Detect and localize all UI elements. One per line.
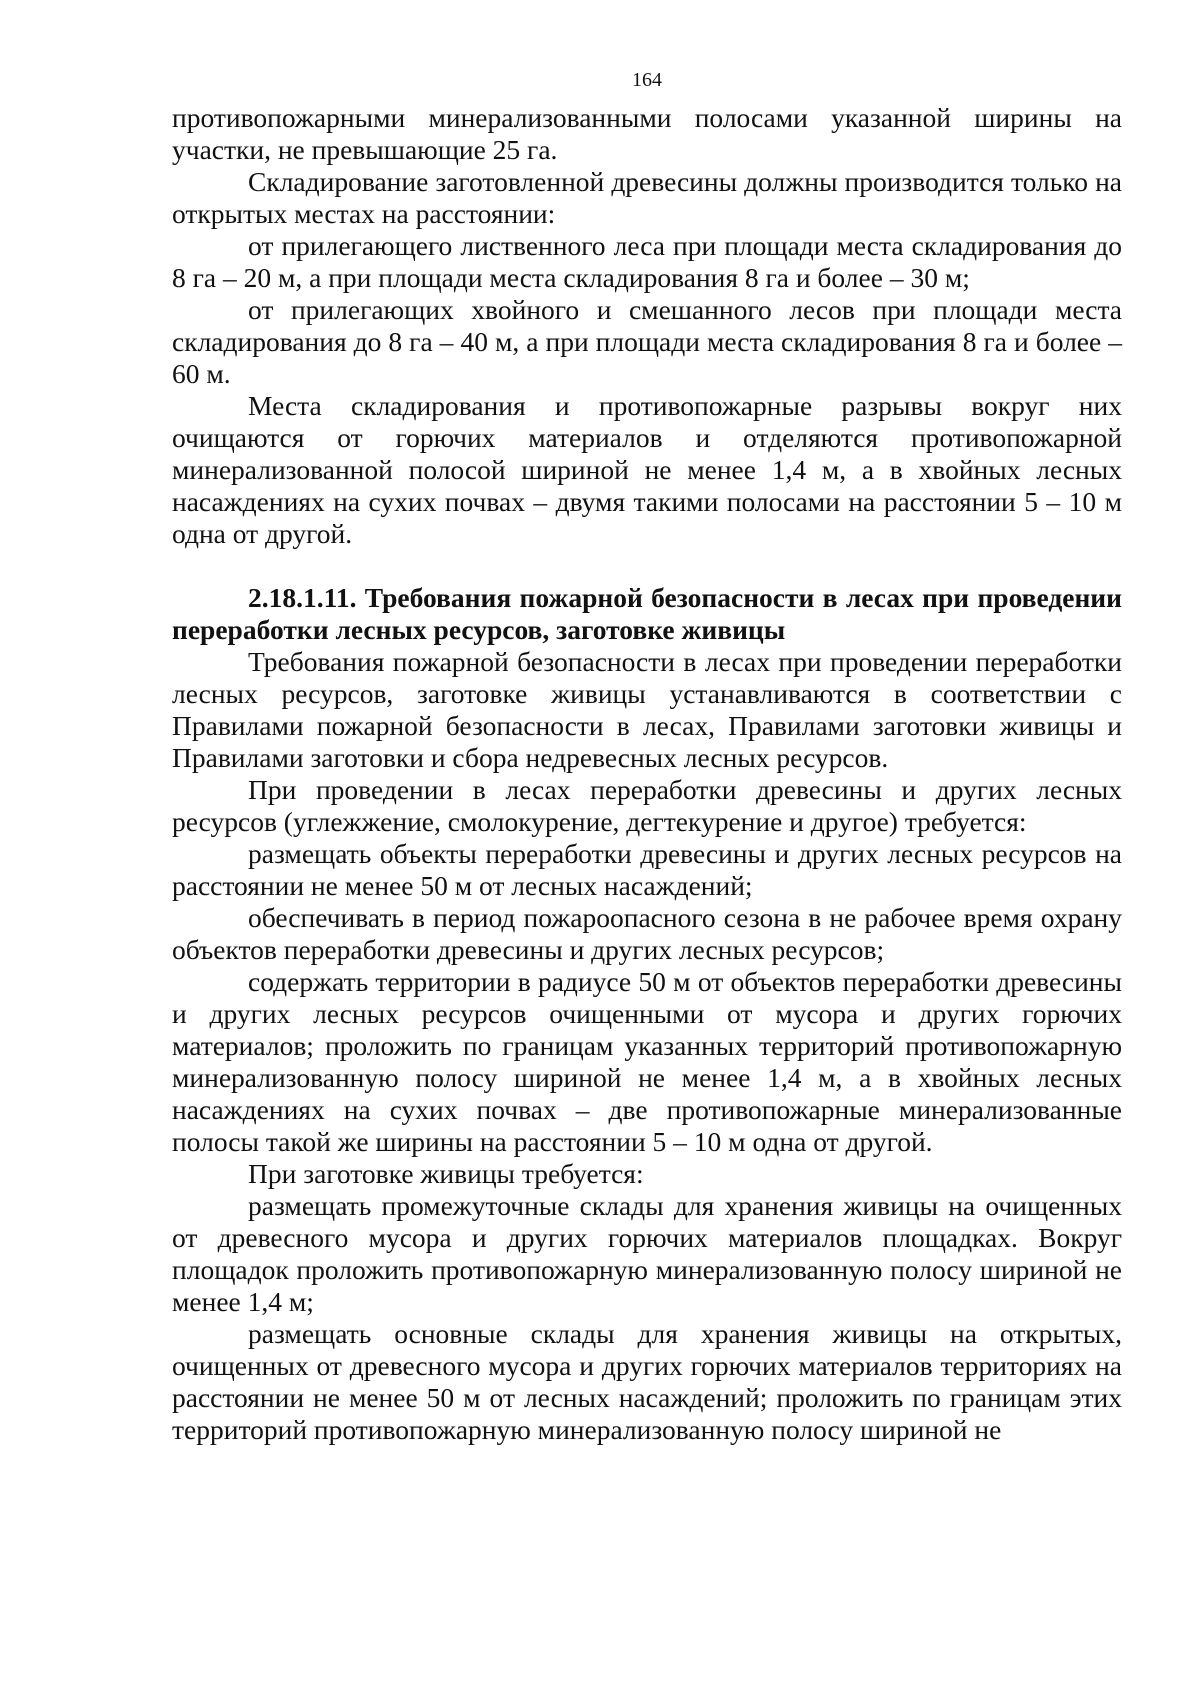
paragraph-processing-territory: содержать территории в радиусе 50 м от объектов переработки древесины и других лесных ресурсов очищенными от мусора и других горючих материалов; проложить по границам указанных территорий противопожарную минерализованную полосу шириной не менее 1,4 м, а в хвойных лесных насаждениях на сухих почвах – две противопожарные минерализованные полосы такой же ширины на расстоянии 5 – 10 м одна от другой. — [172, 966, 1122, 1157]
paragraph-resin-intermediate-storage: размещать промежуточные склады для хранения живицы на очищенных от древесного мусора и других горючих материалов площадках. Вокруг площадок проложить противопожарную минерализованную полосу шириной не менее 1,4 м; — [172, 1190, 1122, 1317]
paragraph-deciduous-distance: от прилегающего лиственного леса при площади места складирования до 8 га – 20 м, а при площади места складирования 8 га и более – 30 м; — [172, 230, 1122, 293]
paragraph-continuation: противопожарными минерализованными полосами указанной ширины на участки, не превышающие 25 га. — [172, 102, 1122, 165]
page-number: 164 — [632, 69, 662, 91]
document-page — [172, 68, 1122, 1446]
paragraph-resin-intro: При заготовке живицы требуется: — [248, 1158, 644, 1189]
paragraph-processing-placement: размещать объекты переработки древесины и других лесных ресурсов на расстоянии не менее 50 м от лесных насаждений; — [172, 838, 1122, 901]
paragraph-requirements-basis: Требования пожарной безопасности в лесах при проведении переработки лесных ресурсов, заготовке живицы устанавливаются в соответствии с Правилами пожарной безопасности в лесах, Правилами заготовки живицы и Правилами заготовки и сбора недревесных лесных ресурсов. — [172, 646, 1122, 773]
section-heading: 2.18.1.11. Требования пожарной безопасности в лесах при проведении переработки лесных ресурсов, заготовке живицы — [172, 582, 1122, 645]
paragraph-resin-main-storage: размещать основные склады для хранения живицы на открытых, очищенных от древесного мусора и других горючих материалов территориях на расстоянии не менее 50 м от лесных насаждений; проложить по границам этих территорий противопожарную минерализованную полосу шириной не — [172, 1318, 1122, 1445]
paragraph-storage-clearing: Места складирования и противопожарные разрывы вокруг них очищаются от горючих материалов и отделяются противопожарной минерализованной полосой шириной не менее 1,4 м, а в хвойных лесных насаждениях на сухих почвах – двумя такими полосами на расстоянии 5 – 10 м одна от другой. — [172, 390, 1122, 549]
paragraph-processing-intro: При проведении в лесах переработки древесины и других лесных ресурсов (углежжение, смолокурение, дегтекурение и другое) требуется: — [172, 774, 1122, 837]
paragraph-coniferous-distance: от прилегающих хвойного и смешанного лесов при площади места складирования до 8 га – 40 м, а при площади места складирования 8 га и более – 60 м. — [172, 294, 1122, 389]
paragraph-storage-intro: Складирование заготовленной древесины должны производится только на открытых местах на расстоянии: — [172, 166, 1122, 229]
paragraph-processing-guard: обеспечивать в период пожароопасного сезона в не рабочее время охрану объектов переработки древесины и других лесных ресурсов; — [172, 902, 1122, 965]
